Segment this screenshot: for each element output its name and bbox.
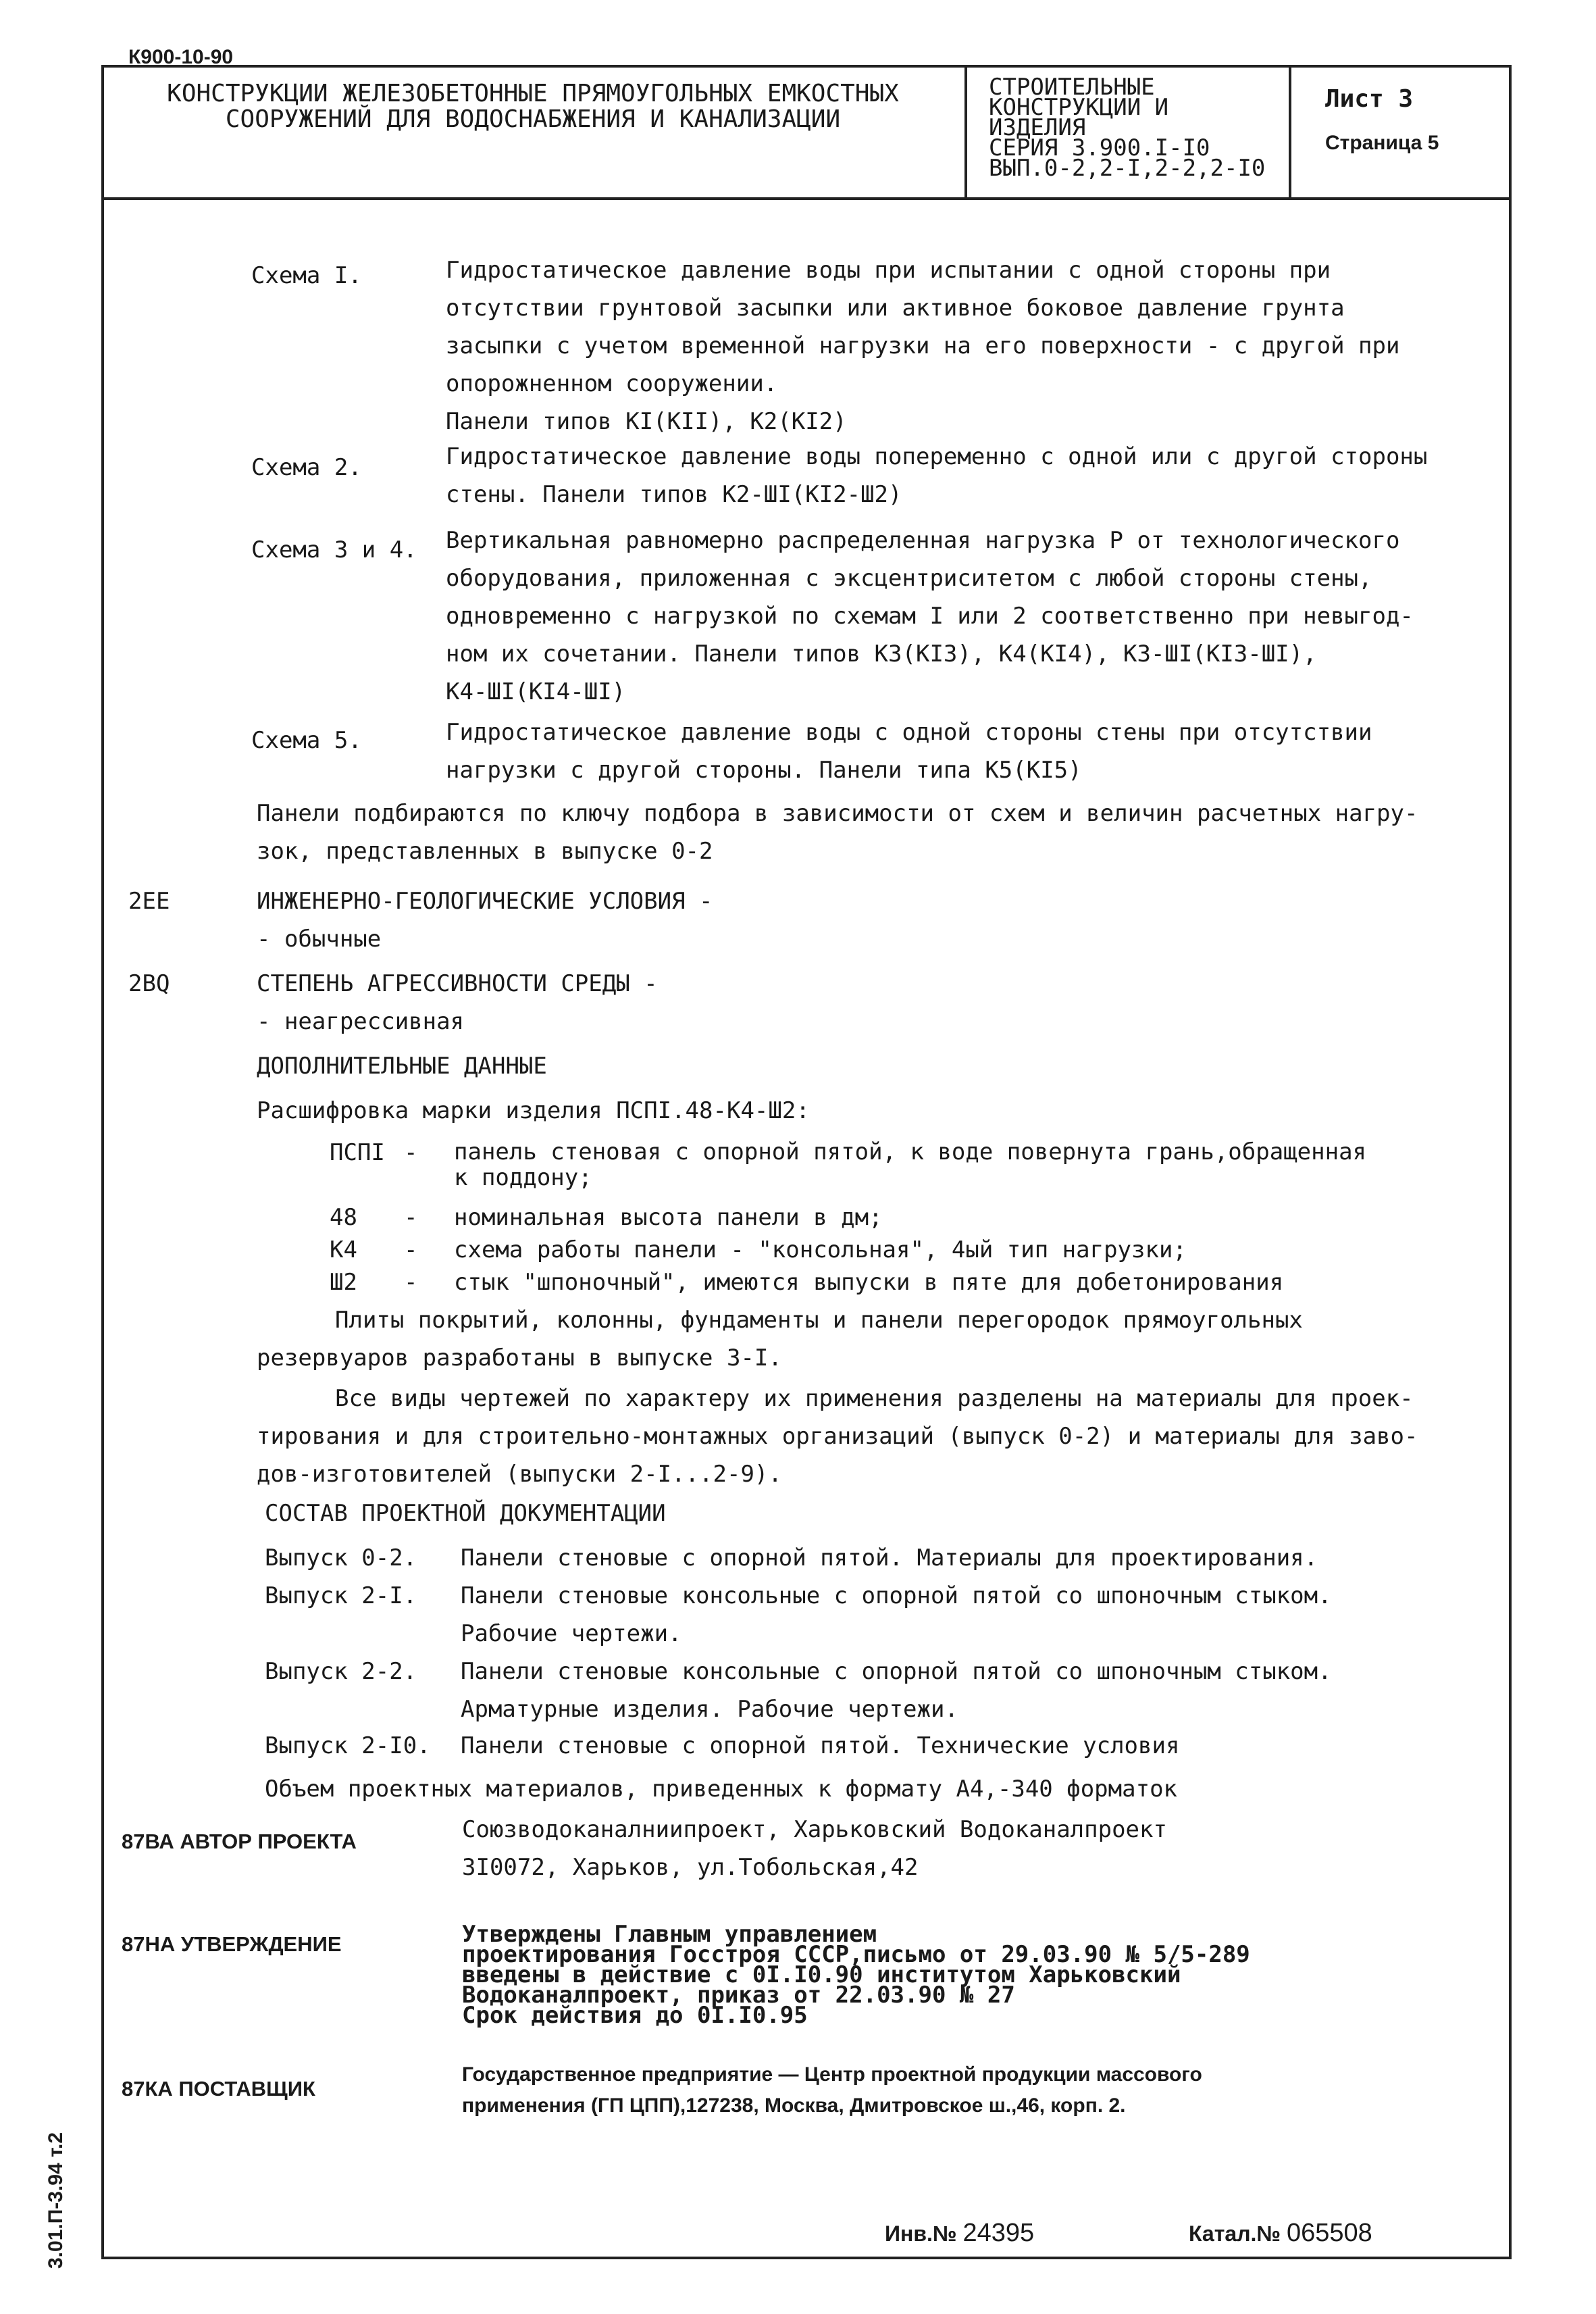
- text-line: оборудования, приложенная с эксцентриситетом с любой стороны стены,: [446, 565, 1372, 592]
- code-value: - обычные: [257, 926, 382, 953]
- sheet-cell: [1291, 65, 1512, 197]
- code-value: - неагрессивная: [257, 1008, 465, 1035]
- text-line: К4-ШI(КI4-ШI): [446, 678, 626, 705]
- text-line: Срок действия до 0I.I0.95: [462, 2002, 808, 2029]
- code-block: [257, 882, 713, 958]
- scheme-label: Схема I.: [251, 262, 362, 289]
- text-line: проектирования Госстроя СССР,письмо от 29.03.90 № 5/5-289: [462, 1941, 1250, 1968]
- decode-title: Расшифровка марки изделия ПСПI.48-К4-Ш2:: [257, 1097, 810, 1124]
- scheme-label: Схема 3 и 4.: [251, 536, 417, 563]
- code-label: 2ВQ: [128, 970, 170, 997]
- text-line: Арматурные изделия. Рабочие чертежи.: [461, 1696, 958, 1723]
- text-line: опорожненном сооружении.: [446, 370, 778, 397]
- catalog-value: 065508: [1286, 2219, 1372, 2247]
- text-line: тирования и для строительно-монтажных организаций (выпуск 0-2) и материалы для заво-: [257, 1423, 1418, 1450]
- author-label: 87ВА АВТОР ПРОЕКТА: [122, 1830, 357, 1853]
- decode-text: [454, 1134, 1366, 1190]
- issue-text: Панели стеновые с опорной пятой. Технические условия: [461, 1732, 1180, 1759]
- document-title: КОНСТРУКЦИИ ЖЕЛЕЗОБЕТОННЫЕ ПРЯМОУГОЛЬНЫХ ЕМКОСТНЫХ СООРУЖЕНИЙ ДЛЯ ВОДОСНАБЖЕНИЯ И КАНАЛИЗАЦИИ: [167, 80, 899, 133]
- paragraph: [257, 1380, 1418, 1493]
- catalog-number: [1189, 2219, 1372, 2248]
- text-line: Утверждены Главным управлением: [462, 1921, 877, 1948]
- text-line: резервуаров разработаны в выпуске 3-I.: [257, 1344, 782, 1372]
- text-line: дов-изготовителей (выпуски 2-I...2-9).: [257, 1461, 782, 1488]
- supplier-label: 87КА ПОСТАВЩИК: [122, 2077, 315, 2101]
- decode-text: номинальная высота панели в дм;: [454, 1204, 883, 1231]
- text-line: Все виды чертежей по характеру их применения разделены на материалы для проек-: [335, 1385, 1414, 1412]
- decode-dash: -: [404, 1269, 418, 1296]
- title-block: [101, 65, 1512, 200]
- series-line: ИЗДЕЛИЯ: [989, 114, 1086, 141]
- text-line: зок, представленных в выпуске 0-2: [257, 838, 713, 865]
- text-line: Государственное предприятие — Центр проектной продукции массового: [462, 2063, 1202, 2086]
- series-line: КОНСТРУКЦИИ И: [989, 94, 1169, 121]
- series-cell: [967, 65, 1291, 197]
- selection-note: [257, 795, 1418, 870]
- decode-dash: -: [404, 1236, 418, 1263]
- text-line: Рабочие чертежи.: [461, 1620, 682, 1647]
- issue-text: [461, 1653, 1332, 1728]
- paragraph: [257, 1301, 1303, 1377]
- decode-key: 48: [330, 1204, 357, 1231]
- decode-key: К4: [330, 1236, 357, 1263]
- text-line: Вертикальная равномерно распределенная нагрузка Р от технологического: [446, 527, 1400, 554]
- approval-text: [462, 1921, 1250, 2029]
- text-line: Гидростатическое давление воды при испытании с одной стороны при: [446, 257, 1331, 284]
- supplier-text: [462, 2059, 1202, 2121]
- inventory-label: Инв.№: [885, 2221, 957, 2246]
- inventory-number: [885, 2219, 1034, 2248]
- decode-text: стык "шпоночный", имеются выпуски в пяте для добетонирования: [454, 1269, 1284, 1296]
- decode-dash: -: [404, 1204, 418, 1231]
- issue-label: Выпуск 0-2.: [265, 1544, 417, 1571]
- text-line: Панели стеновые консольные с опорной пятой со шпоночным стыком.: [461, 1658, 1332, 1685]
- page-number: Страница 5: [1325, 132, 1439, 154]
- scheme-text: [446, 713, 1372, 789]
- issue-text: [461, 1577, 1332, 1653]
- series-line: СТРОИТЕЛЬНЫЕ: [989, 74, 1155, 101]
- text-line: нагрузки с другой стороны. Панели типа К5(КI5): [446, 757, 1082, 784]
- decode-key: ПСПI: [330, 1139, 385, 1166]
- additional-heading: ДОПОЛНИТЕЛЬНЫЕ ДАННЫЕ: [257, 1053, 547, 1080]
- text-line: засыпки с учетом временной нагрузки на его поверхности - с другой при: [446, 332, 1400, 359]
- volume-note: Объем проектных материалов, приведенных к формату А4,-340 форматок: [265, 1776, 1178, 1803]
- code-label: 2ЕЕ: [128, 888, 170, 915]
- author-text: [462, 1811, 1167, 1886]
- code-title: СТЕПЕНЬ АГРЕССИВНОСТИ СРЕДЫ -: [257, 970, 658, 997]
- text-line: введены в действие с 0I.I0.90 институтом Харьковский: [462, 1961, 1181, 1988]
- issue-label: Выпуск 2-I.: [265, 1582, 417, 1609]
- approval-label: 87НА УТВЕРЖДЕНИЕ: [122, 1932, 342, 1956]
- text-line: 3I0072, Харьков, ул.Тобольская,42: [462, 1854, 919, 1881]
- scheme-text: [446, 522, 1414, 711]
- decode-dash: -: [404, 1139, 418, 1166]
- text-line: панель стеновая с опорной пятой, к воде повернута грань,обращенная: [454, 1138, 1367, 1165]
- document-code: К900-10-90: [128, 46, 234, 68]
- text-line: ном их сочетании. Панели типов К3(КI3), К4(КI4), К3-ШI(КI3-ШI),: [446, 640, 1317, 668]
- scheme-label: Схема 2.: [251, 454, 362, 481]
- text-line: Гидростатическое давление воды попеременно с одной или с другой стороны: [446, 443, 1428, 470]
- issue-text: Панели стеновые с опорной пятой. Материалы для проектирования.: [461, 1544, 1318, 1571]
- issue-label: Выпуск 2-I0.: [265, 1732, 431, 1759]
- text-line: к поддону;: [454, 1164, 592, 1191]
- decode-text: схема работы панели - "консольная", 4ый тип нагрузки;: [454, 1236, 1187, 1263]
- series-line: СЕРИЯ 3.900.I-I0: [989, 134, 1210, 161]
- catalog-label: Катал.№: [1189, 2221, 1281, 2246]
- scheme-text: [446, 251, 1399, 441]
- inventory-value: 24395: [962, 2219, 1035, 2247]
- text-line: применения (ГП ЦПП),127238, Москва, Дмитровское ш.,46, корп. 2.: [462, 2094, 1126, 2117]
- side-code: 3.01.П-3.94 т.2: [45, 2132, 67, 2269]
- title-cell: [101, 65, 967, 197]
- code-block: [257, 965, 658, 1040]
- text-line: Гидростатическое давление воды с одной стороны стены при отсутствии: [446, 719, 1372, 746]
- text-line: Водоканалпроект, приказ от 22.03.90 № 27: [462, 1982, 1015, 2009]
- text-line: Панели типов КI(КII), К2(КI2): [446, 408, 847, 435]
- series-line: ВЫП.0-2,2-I,2-2,2-I0: [989, 155, 1266, 182]
- text-line: Панели подбираются по ключу подбора в зависимости от схем и величин расчетных нагру-: [257, 800, 1418, 827]
- text-line: одновременно с нагрузкой по схемам I или 2 соответственно при невыгод-: [446, 603, 1414, 630]
- series-info: [967, 65, 1289, 182]
- code-title: ИНЖЕНЕРНО-ГЕОЛОГИЧЕСКИЕ УСЛОВИЯ -: [257, 888, 713, 915]
- scheme-label: Схема 5.: [251, 727, 362, 754]
- issue-label: Выпуск 2-2.: [265, 1658, 417, 1685]
- text-line: Плиты покрытий, колонны, фундаменты и панели перегородок прямоугольных: [335, 1307, 1303, 1334]
- decode-key: Ш2: [330, 1269, 357, 1296]
- text-line: отсутствии грунтовой засыпки или активное боковое давление грунта: [446, 295, 1345, 322]
- scheme-text: [446, 438, 1427, 513]
- text-line: Панели стеновые консольные с опорной пятой со шпоночным стыком.: [461, 1582, 1332, 1609]
- composition-heading: СОСТАВ ПРОЕКТНОЙ ДОКУМЕНТАЦИИ: [265, 1500, 666, 1527]
- text-line: Союзводоканалниипроект, Харьковский Водоканалпроект: [462, 1816, 1167, 1843]
- text-line: стены. Панели типов К2-ШI(КI2-Ш2): [446, 481, 902, 508]
- sheet-number: Лист 3: [1325, 85, 1414, 113]
